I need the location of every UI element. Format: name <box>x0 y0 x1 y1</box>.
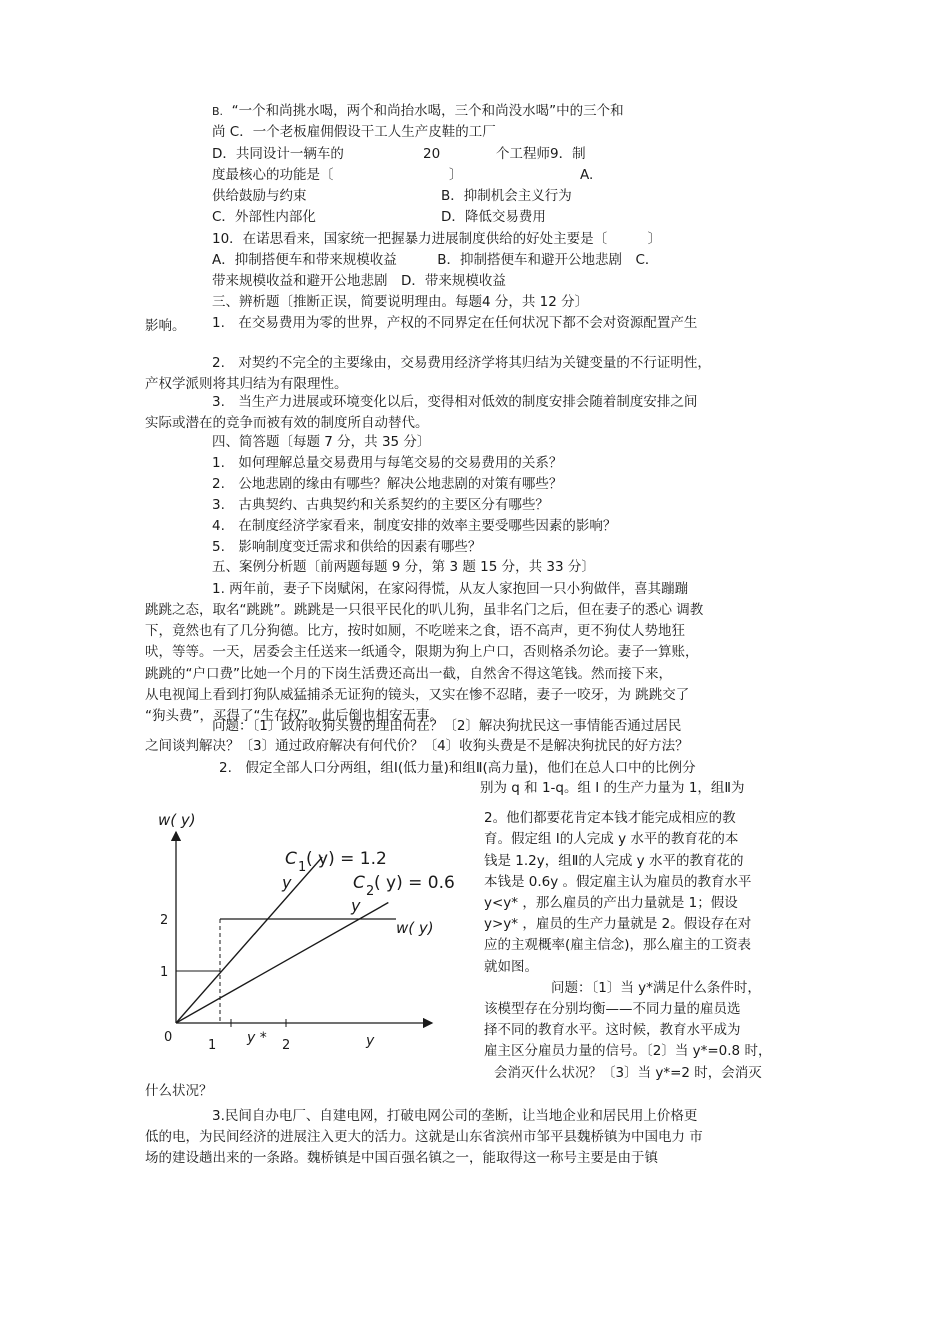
c1-label-index: 1 <box>298 860 307 875</box>
text-line: 该模型存在分别均衡——不同力量的雇员选 <box>484 1001 741 1017</box>
section-heading: 四、简答题〔每题 7 分，共 35 分〕 <box>212 434 431 450</box>
text-line: y>y* ，雇员的生产力量就是 2。假设存在对 <box>484 916 752 932</box>
text-line: 别为 q 和 1-q。组 I 的生产力量为 1，组Ⅱ为 <box>480 780 745 796</box>
c1-line <box>176 857 322 1023</box>
threshold-label: y * <box>247 1030 267 1046</box>
text-line: 度最核心的功能是〔 <box>212 167 334 183</box>
text-line: D．降低交易费用 <box>441 209 546 225</box>
text-line: 低的电，为民间经济的进展注入更大的活力。这就是山东省滨州市邹平县魏桥镇为中国电力 市 <box>145 1129 703 1145</box>
wage-curve-label: w( y) <box>396 919 434 937</box>
c2-sub-label: y <box>351 896 361 915</box>
option-b-line: B. “一个和尚挑水喝，两个和尚抬水喝，三个和尚没水喝”中的三个和 <box>212 103 624 119</box>
c1-label-main: C <box>285 849 297 869</box>
c1-sub-label: y <box>282 873 292 892</box>
text-line: 5. 影响制度变迁需求和供给的因素有哪些？ <box>212 539 482 555</box>
text-line: 〕 <box>449 167 463 183</box>
text-line: 2. 对契约不完全的主要缘由，交易费用经济学将其归结为关键变量的不行证明性， <box>212 355 711 371</box>
text-line: 2. 假定全部人口分两组，组Ⅰ(低力量)和组Ⅱ(高力量)，他们在总人口中的比例分 <box>219 760 696 776</box>
y-tick-label-1: 1 <box>160 965 169 980</box>
text-line: 吠，等等。一天，居委会主任送来一纸通令，限期为狗上户口，否则格杀勿论。妻子一算账， <box>145 644 699 660</box>
text-line: 3. 当生产力进展或环境变化以后，变得相对低效的制度安排会随着制度安排之间 <box>212 394 698 410</box>
text-line: 跳跳之态，取名“跳跳”。跳跳是一只很平民化的叭儿狗，虽非名门之后，但在妻子的悉心 调教 <box>145 602 704 618</box>
text-line: 3. 古典契约、古典契约和关系契约的主要区分有哪些？ <box>212 497 549 513</box>
text-line: 影响。 <box>145 318 186 334</box>
text-line: 问题：〔1〕政府收狗头费的理由何在？〔2〕解决狗扰民这一事情能否通过居民 <box>212 718 682 734</box>
text-line: 钱是 1.2y，组Ⅱ的人完成 y 水平的教育花的 <box>484 853 744 869</box>
text-line: 1. 两年前，妻子下岗赋闲，在家闷得慌，从友人家抱回一只小狗做伴，喜其蹦蹦 <box>212 581 689 597</box>
text-line: 下，竟然也有了几分狗德。比方，按时如厕，不吃嗟来之食，语不高声，更不狗仗人势地狂 <box>145 623 685 639</box>
text-line: 2。他们都要花肯定本钱才能完成相应的教 <box>484 810 736 826</box>
c2-label-main: C <box>353 873 365 893</box>
text-line: 本钱是 0.6y 。假定雇主认为雇员的教育水平 <box>484 874 752 890</box>
wage-schedule-chart <box>140 800 470 1065</box>
text-line: 就如图。 <box>484 959 538 975</box>
text-line: 带来规模收益和避开公地悲剧 D．带来规模收益 <box>212 273 506 289</box>
text-line: 2. 公地悲剧的缘由有哪些？解决公地悲剧的对策有哪些？ <box>212 476 563 492</box>
x-tick-label-2: 2 <box>282 1038 291 1053</box>
text-line: 尚 C．一个老板雇佣假设干工人生产皮鞋的工厂 <box>212 124 496 140</box>
origin-label: 0 <box>164 1030 173 1045</box>
text-line: 场的建设趟出来的一条路。魏桥镇是中国百强名镇之一，能取得这一称号主要是由于镇 <box>145 1150 658 1166</box>
x-axis-label: y <box>366 1033 375 1049</box>
y-axis-label: w( y) <box>158 811 196 829</box>
c2-label-index: 2 <box>366 884 375 899</box>
text-line: 跳跳的“户口费”比她一个月的下岗生活费还高出一截，自然舍不得这笔钱。然而接下来， <box>145 666 672 682</box>
text-line: 10．在诺思看来，国家统一把握暴力进展制度供给的好处主要是〔 〕 <box>212 231 662 247</box>
section-heading: 三、辨析题〔推断正误，简要说明理由。每题4 分，共 12 分〕 <box>212 294 589 310</box>
text-line: 产权学派则将其归结为有限理性。 <box>145 376 348 392</box>
text-line: 供给鼓励与约束 <box>212 188 307 204</box>
c2-line <box>176 903 388 1023</box>
text-line: “狗头费”，买得了“生存权”。此后倒也相安无事。 <box>145 708 443 724</box>
text-line: 之间谈判解决？〔3〕通过政府解决有何代价？〔4〕收狗头费是不是解决狗扰民的好方法？ <box>145 738 689 754</box>
text-line: 择不同的教育水平。这时候，教育水平成为 <box>484 1022 741 1038</box>
text-line: 会消灭什么状况？〔3〕当 y*=2 时，会消灭 <box>494 1065 762 1081</box>
text-line: 1. 在交易费用为零的世界，产权的不同界定在任何状况下都不会对资源配置产生 <box>212 315 698 331</box>
text-line: 4. 在制度经济学家看来，制度安排的效率主要受哪些因素的影响？ <box>212 518 617 534</box>
text-line: A. <box>580 167 594 183</box>
text-line: 3.民间自办电厂、自建电网，打破电网公司的垄断，让当地企业和居民用上价格更 <box>212 1108 698 1124</box>
text-line: 1. 如何理解总量交易费用与每笔交易的交易费用的关系？ <box>212 455 563 471</box>
c2-label-rest: ( y) = 0.6 <box>374 873 455 893</box>
text-line: A．抑制搭便车和带来规模收益 B．抑制搭便车和避开公地悲剧 C． <box>212 252 659 268</box>
text-line: y<y* ，那么雇员的产出力量就是 1；假设 <box>484 895 738 911</box>
text-line: 雇主区分雇员力量的信号。〔2〕当 y*=0.8 时， <box>484 1043 772 1059</box>
text-line: B．抑制机会主义行为 <box>441 188 572 204</box>
text-line: C．外部性内部化 <box>212 209 316 225</box>
text-line: 应的主观概率(雇主信念)，那么雇主的工资表 <box>484 937 752 953</box>
text-line: 个工程师9．制 <box>496 146 586 162</box>
text-line: D．共同设计一辆车的 <box>212 146 344 162</box>
text-line: 从电视闻上看到打狗队威猛捕杀无证狗的镜头，又实在惨不忍睹，妻子一咬牙，为 跳跳交了 <box>145 687 690 703</box>
text-line: 什么状况？ <box>145 1083 213 1099</box>
text-line: 育。假定组 I的人完成 y 水平的教育花的本 <box>484 831 739 847</box>
x-tick-label-1: 1 <box>208 1038 217 1053</box>
text-line: 问题：〔1〕当 y*满足什么条件时， <box>551 980 761 996</box>
text-line: 20 <box>423 146 441 162</box>
y-tick-label-2: 2 <box>160 913 169 928</box>
section-heading: 五、案例分析题〔前两题每题 9 分，第 3 题 15 分，共 33 分〕 <box>212 559 595 575</box>
text-line: 实际或潜在的竞争而被有效的制度所自动替代。 <box>145 415 429 431</box>
c1-label-rest: ( y) = 1.2 <box>306 849 387 869</box>
